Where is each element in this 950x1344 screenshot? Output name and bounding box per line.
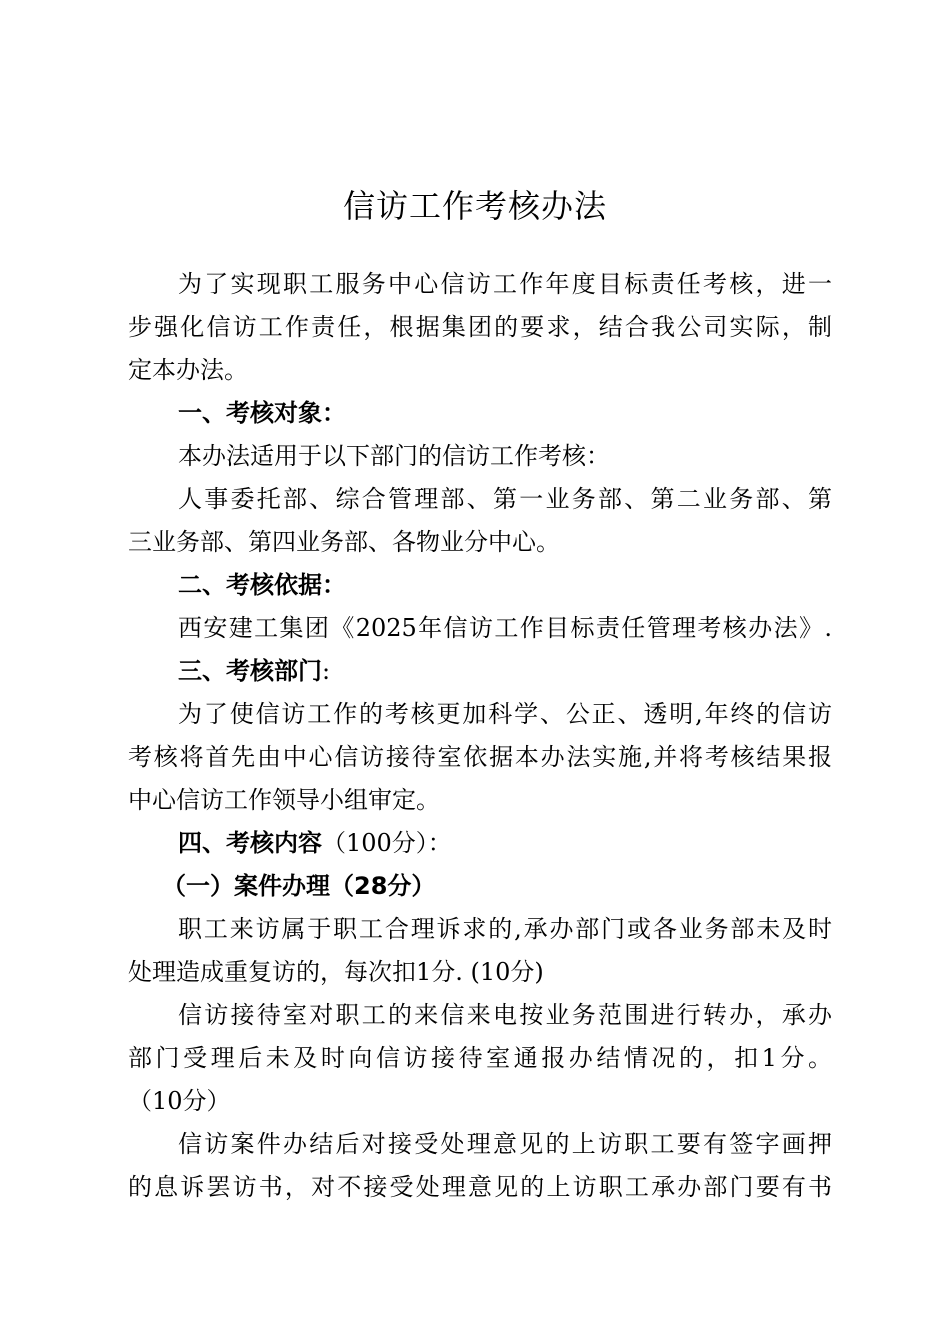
section-3-line-2: 考核将首先由中心信访接待室依据本办法实施,并将考核结果报 (128, 743, 832, 771)
subsection-1-line-3: 信访接待室对职工的来信来电按业务范围进行转办，承办 (178, 1001, 832, 1029)
section-1-heading: 一、考核对象： (178, 399, 346, 427)
subsection-1-line-1: 职工来访属于职工合理诉求的,承办部门或各业务部未及时 (178, 915, 832, 943)
section-3-line-3: 中心信访工作领导小组审定。 (128, 786, 440, 814)
section-1-line-1: 本办法适用于以下部门的信访工作考核： (178, 442, 610, 470)
section-4-heading-text: 四、考核内容 (178, 829, 322, 857)
subsection-1-heading: （一）案件办理（28分） (162, 872, 436, 900)
section-3-heading-text: 三、考核部门 (178, 657, 322, 685)
section-4-heading-suffix: （100分）： (322, 829, 452, 857)
section-1-line-2: 人事委托部、综合管理部、第一业务部、第二业务部、第 (178, 485, 832, 513)
subsection-1-line-4: 部门受理后未及时向信访接待室通报办结情况的，扣1分。 (128, 1044, 832, 1072)
subsection-1-line-6: 信访案件办结后对接受处理意见的上访职工要有签字画押 (178, 1130, 832, 1158)
section-1-line-3: 三业务部、第四业务部、各物业分中心。 (128, 528, 560, 556)
section-3-heading-suffix: : (322, 657, 331, 685)
subsection-1-line-7: 的息诉罢访书，对不接受处理意见的上访职工承办部门要有书 (128, 1173, 832, 1201)
subsection-1-line-2: 处理造成重复访的，每次扣1分. (10分) (128, 958, 544, 986)
intro-line-1: 为了实现职工服务中心信访工作年度目标责任考核，进一 (178, 270, 832, 298)
document-title: 信访工作考核办法 (342, 187, 607, 225)
section-3-heading (178, 655, 330, 687)
section-3-line-1: 为了使信访工作的考核更加科学、公正、透明,年终的信访 (178, 700, 832, 728)
section-2-heading: 二、考核依据： (178, 571, 346, 599)
intro-line-2: 步强化信访工作责任，根据集团的要求，结合我公司实际，制 (128, 313, 832, 341)
subsection-1-line-5: （10分） (128, 1087, 231, 1115)
section-4-heading (178, 827, 452, 859)
intro-line-3: 定本办法。 (128, 356, 248, 384)
section-2-line-1: 西安建工集团《2025年信访工作目标责任管理考核办法》. (178, 614, 832, 642)
